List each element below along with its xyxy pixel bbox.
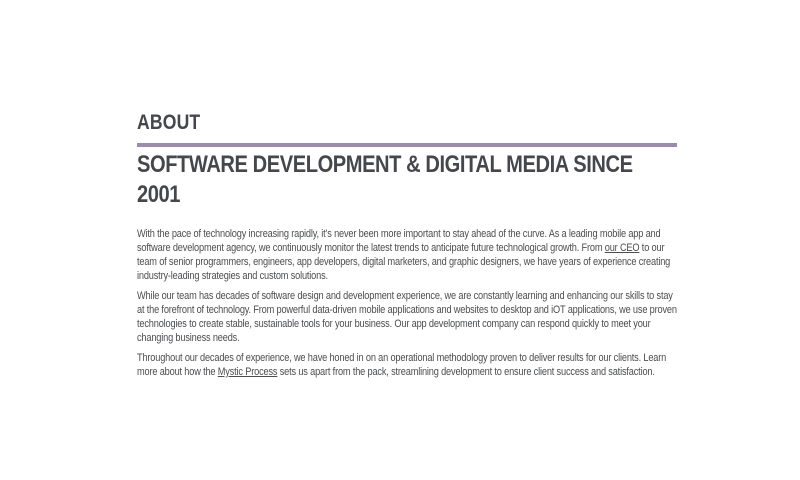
section-divider [137,143,677,147]
paragraph-text: to our team of senior programmers, engineers, app developers, digital marketers, and graphic designers, we have years of experience creating industry-leading strategies and custom solutions. [137,242,671,282]
our-ceo-link[interactable]: our CEO [604,242,640,254]
paragraph [137,289,677,345]
paragraph-text: While our team has decades of software design and development experience, we are constantly learning and enhancing our skills to stay at the forefront of technology. From powerful data-driven mobile applications and websites to desktop and iOT applications, we use proven technologies to create stable, sustainable tools for your business. Our app development company can respond quickly to meet your changing business needs. [137,290,677,344]
about-section [137,112,677,385]
paragraph-text: Throughout our decades of experience, we have honed in on an operational methodology proven to deliver results for our clients. Learn more about how the [137,352,667,378]
paragraph [137,351,677,379]
paragraph-text: With the pace of technology increasing rapidly, it’s never been more important to stay ahead of the curve. As a leading mobile app and software development agency, we continuously monitor the latest trends to anticipate future technological growth. From [137,228,661,254]
body-paragraphs [137,227,677,379]
paragraph-text: sets us apart from the pack, streamlining development to ensure client success and satisfaction. [277,366,655,378]
paragraph [137,227,677,283]
mystic-process-link[interactable]: Mystic Process [217,366,278,378]
section-subheading: SOFTWARE DEVELOPMENT & DIGITAL MEDIA SINCE 2001 [137,151,633,208]
section-heading: ABOUT [137,111,201,134]
